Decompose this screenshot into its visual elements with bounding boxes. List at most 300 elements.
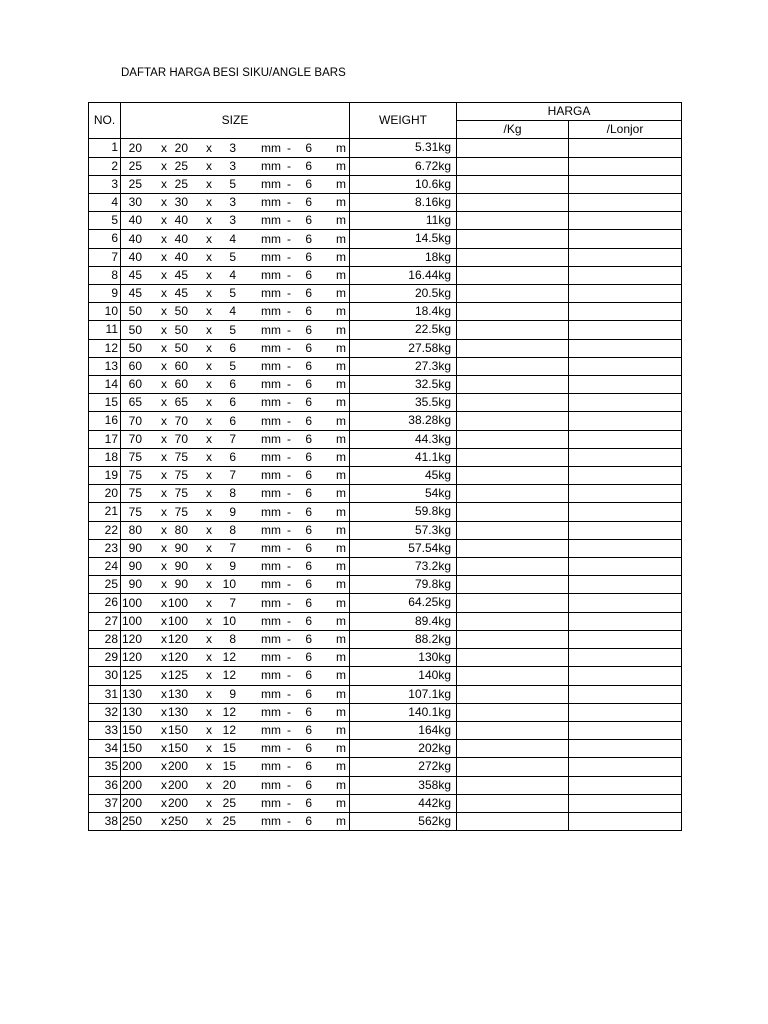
cell-price-per-kg <box>457 594 569 612</box>
size-separator-x: x <box>206 413 212 428</box>
weight-unit: kg <box>438 304 451 319</box>
size-unit-mm: mm <box>261 213 281 228</box>
size-width: 25 <box>128 158 142 173</box>
table-row <box>89 266 682 284</box>
cell-price-per-kg <box>457 303 569 321</box>
size-length: 6 <box>305 595 312 610</box>
cell-size <box>121 703 350 721</box>
table-row <box>89 285 682 303</box>
cell-price-per-lonjor <box>569 175 682 193</box>
cell-weight <box>350 485 457 503</box>
cell-price-per-kg <box>457 758 569 776</box>
size-height: 75 <box>174 468 188 483</box>
cell-price-per-kg <box>457 448 569 466</box>
size-unit-m: m <box>336 814 346 829</box>
size-separator-x: x <box>161 395 167 410</box>
weight-unit: kg <box>438 704 451 719</box>
cell-weight <box>350 394 457 412</box>
size-separator-x: x <box>206 704 212 719</box>
cell-price-per-lonjor <box>569 430 682 448</box>
size-height: 70 <box>174 413 188 428</box>
cell-no: 38 <box>89 812 121 830</box>
cell-price-per-kg <box>457 721 569 739</box>
size-unit-m: m <box>336 595 346 610</box>
cell-price-per-kg <box>457 558 569 576</box>
size-separator-x: x <box>161 449 167 464</box>
size-height: 50 <box>174 322 188 337</box>
size-separator-x: x <box>161 249 167 264</box>
cell-price-per-kg <box>457 576 569 594</box>
size-dash: - <box>287 449 291 464</box>
weight-value: 22.5 <box>414 322 439 337</box>
size-dash: - <box>287 431 291 446</box>
size-unit-m: m <box>336 358 346 373</box>
size-unit-mm: mm <box>261 267 281 282</box>
size-length: 6 <box>305 613 312 628</box>
size-separator-x: x <box>206 777 212 792</box>
size-separator-x: x <box>161 158 167 173</box>
cell-size <box>121 357 350 375</box>
size-height: 150 <box>167 723 188 737</box>
size-height: 150 <box>167 741 188 756</box>
size-separator-x: x <box>161 377 167 392</box>
size-unit-mm: mm <box>261 559 281 574</box>
cell-size <box>121 776 350 794</box>
size-unit-m: m <box>336 741 346 756</box>
table-row <box>89 357 682 375</box>
size-width: 200 <box>121 795 142 810</box>
size-length: 6 <box>305 231 312 246</box>
cell-size <box>121 412 350 430</box>
size-unit-m: m <box>336 504 346 519</box>
size-dash: - <box>287 286 291 301</box>
cell-no: 11 <box>89 321 121 339</box>
size-separator-x: x <box>161 759 167 774</box>
cell-size <box>121 685 350 703</box>
cell-no: 13 <box>89 357 121 375</box>
size-separator-x: x <box>206 449 212 464</box>
cell-price-per-lonjor <box>569 721 682 739</box>
weight-value: 41.1 <box>414 449 439 464</box>
price-table <box>88 102 682 831</box>
cell-weight <box>350 703 457 721</box>
cell-price-per-kg <box>457 485 569 503</box>
cell-price-per-lonjor <box>569 321 682 339</box>
table-row <box>89 630 682 648</box>
size-separator-x: x <box>161 577 167 592</box>
cell-price-per-kg <box>457 812 569 830</box>
cell-price-per-kg <box>457 467 569 485</box>
cell-price-per-kg <box>457 794 569 812</box>
weight-unit: kg <box>438 468 451 483</box>
cell-weight <box>350 175 457 193</box>
size-width: 120 <box>121 650 142 665</box>
cell-size <box>121 758 350 776</box>
weight-unit: kg <box>438 249 451 264</box>
table-row <box>89 139 682 157</box>
cell-no: 31 <box>89 685 121 703</box>
cell-price-per-lonjor <box>569 703 682 721</box>
weight-value: 11 <box>425 213 439 228</box>
size-separator-x: x <box>161 195 167 210</box>
cell-no: 4 <box>89 194 121 212</box>
size-height: 80 <box>174 522 188 537</box>
size-unit-m: m <box>336 468 346 483</box>
weight-unit: kg <box>438 213 451 228</box>
size-unit-mm: mm <box>261 540 281 555</box>
size-thickness: 6 <box>229 377 236 392</box>
cell-price-per-lonjor <box>569 740 682 758</box>
cell-no: 3 <box>89 175 121 193</box>
cell-price-per-kg <box>457 376 569 394</box>
weight-unit: kg <box>438 504 451 519</box>
table-row <box>89 467 682 485</box>
size-unit-mm: mm <box>261 686 281 701</box>
size-unit-mm: mm <box>261 814 281 829</box>
size-length: 6 <box>305 158 312 173</box>
size-separator-x: x <box>206 377 212 392</box>
size-thickness: 7 <box>229 431 236 446</box>
table-row <box>89 303 682 321</box>
size-height: 45 <box>174 286 188 301</box>
cell-no: 30 <box>89 667 121 685</box>
cell-price-per-kg <box>457 667 569 685</box>
size-separator-x: x <box>206 522 212 537</box>
weight-value: 57.54 <box>408 540 439 555</box>
size-height: 200 <box>167 777 188 792</box>
size-unit-mm: mm <box>261 741 281 756</box>
cell-price-per-lonjor <box>569 394 682 412</box>
size-thickness: 5 <box>229 322 236 337</box>
size-dash: - <box>287 304 291 319</box>
size-separator-x: x <box>206 395 212 410</box>
cell-price-per-lonjor <box>569 212 682 230</box>
weight-unit: kg <box>438 540 451 555</box>
size-thickness: 4 <box>229 304 236 319</box>
cell-size <box>121 394 350 412</box>
cell-weight <box>350 266 457 284</box>
cell-no: 37 <box>89 794 121 812</box>
cell-size <box>121 794 350 812</box>
cell-weight <box>350 776 457 794</box>
size-separator-x: x <box>206 304 212 319</box>
size-height: 45 <box>174 267 188 282</box>
size-unit-mm: mm <box>261 158 281 173</box>
size-width: 30 <box>128 195 142 210</box>
cell-price-per-lonjor <box>569 558 682 576</box>
size-width: 100 <box>121 613 142 628</box>
size-height: 50 <box>174 304 188 319</box>
cell-price-per-kg <box>457 430 569 448</box>
cell-no: 8 <box>89 266 121 284</box>
cell-price-per-kg <box>457 248 569 266</box>
table-row <box>89 485 682 503</box>
cell-size <box>121 539 350 557</box>
size-width: 90 <box>128 540 142 555</box>
cell-weight <box>350 667 457 685</box>
size-thickness: 5 <box>229 358 236 373</box>
size-length: 6 <box>305 176 312 191</box>
size-dash: - <box>287 176 291 191</box>
size-length: 6 <box>305 322 312 337</box>
table-row <box>89 430 682 448</box>
weight-unit: kg <box>438 286 451 301</box>
cell-size <box>121 321 350 339</box>
cell-price-per-kg <box>457 740 569 758</box>
size-dash: - <box>287 486 291 501</box>
table-row <box>89 594 682 612</box>
size-unit-m: m <box>336 195 346 210</box>
cell-weight <box>350 212 457 230</box>
column-header-no: NO. <box>89 103 121 139</box>
size-dash: - <box>287 559 291 574</box>
size-dash: - <box>287 213 291 228</box>
size-separator-x: x <box>206 650 212 665</box>
size-separator-x: x <box>161 486 167 501</box>
cell-price-per-kg <box>457 266 569 284</box>
size-separator-x: x <box>161 340 167 355</box>
size-height: 60 <box>174 358 188 373</box>
weight-value: 73.2 <box>414 559 439 574</box>
cell-no: 29 <box>89 649 121 667</box>
weight-unit: kg <box>438 322 451 337</box>
cell-weight <box>350 248 457 266</box>
size-width: 40 <box>128 231 142 246</box>
size-width: 25 <box>128 176 142 191</box>
size-separator-x: x <box>206 158 212 173</box>
table-row <box>89 667 682 685</box>
size-unit-m: m <box>336 522 346 537</box>
size-dash: - <box>287 759 291 774</box>
size-unit-m: m <box>336 140 346 155</box>
size-separator-x: x <box>206 249 212 264</box>
size-width: 130 <box>121 704 142 719</box>
size-dash: - <box>287 340 291 355</box>
size-thickness: 3 <box>229 140 236 155</box>
size-height: 25 <box>174 158 188 173</box>
size-width: 75 <box>128 449 142 464</box>
table-row <box>89 503 682 521</box>
size-unit-m: m <box>336 650 346 665</box>
cell-no: 36 <box>89 776 121 794</box>
size-unit-m: m <box>336 395 346 410</box>
weight-value: 14.5 <box>414 231 439 246</box>
size-separator-x: x <box>161 650 167 665</box>
size-dash: - <box>287 795 291 810</box>
size-length: 6 <box>305 431 312 446</box>
column-header-size: SIZE <box>121 103 350 139</box>
cell-price-per-lonjor <box>569 594 682 612</box>
size-length: 6 <box>305 522 312 537</box>
cell-price-per-lonjor <box>569 467 682 485</box>
cell-price-per-kg <box>457 285 569 303</box>
size-dash: - <box>287 231 291 246</box>
table-row <box>89 157 682 175</box>
size-thickness: 6 <box>229 340 236 355</box>
size-height: 100 <box>167 595 188 610</box>
cell-price-per-kg <box>457 357 569 375</box>
cell-size <box>121 485 350 503</box>
column-header-per-lonjor: /Lonjor <box>569 121 682 139</box>
cell-price-per-lonjor <box>569 248 682 266</box>
cell-price-per-lonjor <box>569 157 682 175</box>
cell-size <box>121 248 350 266</box>
cell-size <box>121 139 350 157</box>
size-unit-m: m <box>336 286 346 301</box>
weight-unit: kg <box>438 231 451 246</box>
size-length: 6 <box>305 795 312 810</box>
size-thickness: 25 <box>222 795 236 810</box>
table-row <box>89 758 682 776</box>
size-height: 30 <box>174 195 188 210</box>
cell-price-per-lonjor <box>569 485 682 503</box>
table-row <box>89 175 682 193</box>
cell-size <box>121 740 350 758</box>
size-length: 6 <box>305 723 312 737</box>
table-row <box>89 776 682 794</box>
size-unit-mm: mm <box>261 413 281 428</box>
weight-unit: kg <box>438 795 451 810</box>
size-separator-x: x <box>161 741 167 756</box>
weight-value: 272 <box>418 759 439 774</box>
size-separator-x: x <box>161 686 167 701</box>
table-row <box>89 558 682 576</box>
weight-value: 44.3 <box>414 431 439 446</box>
cell-weight <box>350 794 457 812</box>
size-width: 75 <box>128 504 142 519</box>
size-thickness: 5 <box>229 286 236 301</box>
size-dash: - <box>287 522 291 537</box>
size-unit-mm: mm <box>261 358 281 373</box>
size-length: 6 <box>305 413 312 428</box>
cell-weight <box>350 612 457 630</box>
cell-price-per-kg <box>457 521 569 539</box>
size-unit-mm: mm <box>261 650 281 665</box>
table-row <box>89 612 682 630</box>
weight-unit: kg <box>438 686 451 701</box>
size-separator-x: x <box>206 631 212 646</box>
cell-size <box>121 448 350 466</box>
weight-value: 18 <box>424 249 439 264</box>
cell-price-per-kg <box>457 685 569 703</box>
size-thickness: 12 <box>222 650 236 665</box>
cell-price-per-lonjor <box>569 448 682 466</box>
cell-price-per-kg <box>457 212 569 230</box>
weight-unit: kg <box>438 176 451 191</box>
size-separator-x: x <box>206 286 212 301</box>
size-dash: - <box>287 704 291 719</box>
size-width: 150 <box>121 741 142 756</box>
size-thickness: 9 <box>229 504 236 519</box>
size-thickness: 3 <box>229 195 236 210</box>
size-unit-m: m <box>336 449 346 464</box>
weight-unit: kg <box>438 377 451 392</box>
size-unit-m: m <box>336 340 346 355</box>
size-dash: - <box>287 140 291 155</box>
cell-no: 28 <box>89 630 121 648</box>
cell-weight <box>350 576 457 594</box>
size-thickness: 4 <box>229 231 236 246</box>
size-length: 6 <box>305 777 312 792</box>
cell-size <box>121 521 350 539</box>
weight-value: 57.3 <box>414 522 439 537</box>
size-thickness: 5 <box>229 176 236 191</box>
weight-value: 45 <box>424 468 439 483</box>
cell-size <box>121 667 350 685</box>
cell-no: 1 <box>89 139 121 157</box>
size-separator-x: x <box>161 522 167 537</box>
size-height: 40 <box>174 213 188 228</box>
cell-no: 6 <box>89 230 121 248</box>
weight-value: 8.16 <box>414 195 439 210</box>
weight-value: 140.1 <box>408 704 439 719</box>
cell-price-per-lonjor <box>569 285 682 303</box>
weight-value: 27.58 <box>408 340 439 355</box>
table-row <box>89 448 682 466</box>
size-thickness: 12 <box>222 668 236 683</box>
weight-unit: kg <box>438 340 451 355</box>
size-length: 6 <box>305 741 312 756</box>
cell-no: 16 <box>89 412 121 430</box>
cell-price-per-lonjor <box>569 521 682 539</box>
table-row <box>89 721 682 739</box>
size-thickness: 3 <box>229 213 236 228</box>
cell-no: 35 <box>89 758 121 776</box>
size-thickness: 15 <box>222 759 236 774</box>
table-row <box>89 703 682 721</box>
size-width: 45 <box>128 267 142 282</box>
size-width: 150 <box>121 723 142 737</box>
size-unit-m: m <box>336 304 346 319</box>
cell-price-per-lonjor <box>569 357 682 375</box>
weight-value: 88.2 <box>414 631 439 646</box>
size-width: 60 <box>128 358 142 373</box>
size-length: 6 <box>305 267 312 282</box>
weight-unit: kg <box>438 668 451 683</box>
weight-value: 79.8 <box>414 577 439 592</box>
cell-no: 9 <box>89 285 121 303</box>
size-width: 130 <box>121 686 142 701</box>
size-dash: - <box>287 158 291 173</box>
cell-price-per-lonjor <box>569 194 682 212</box>
size-unit-m: m <box>336 777 346 792</box>
size-length: 6 <box>305 577 312 592</box>
size-separator-x: x <box>161 777 167 792</box>
cell-size <box>121 175 350 193</box>
table-body <box>89 139 682 831</box>
size-width: 50 <box>128 304 142 319</box>
size-unit-mm: mm <box>261 631 281 646</box>
size-unit-mm: mm <box>261 723 281 737</box>
column-header-per-kg: /Kg <box>457 121 569 139</box>
cell-weight <box>350 721 457 739</box>
size-thickness: 25 <box>222 814 236 829</box>
size-dash: - <box>287 249 291 264</box>
cell-price-per-lonjor <box>569 776 682 794</box>
size-separator-x: x <box>161 795 167 810</box>
weight-value: 442 <box>418 795 439 810</box>
size-width: 90 <box>128 577 142 592</box>
size-thickness: 12 <box>222 723 236 737</box>
weight-value: 64.25 <box>408 595 439 610</box>
cell-price-per-kg <box>457 339 569 357</box>
cell-size <box>121 503 350 521</box>
size-width: 70 <box>128 413 142 428</box>
size-separator-x: x <box>206 814 212 829</box>
cell-size <box>121 157 350 175</box>
size-height: 120 <box>167 650 188 665</box>
cell-size <box>121 303 350 321</box>
